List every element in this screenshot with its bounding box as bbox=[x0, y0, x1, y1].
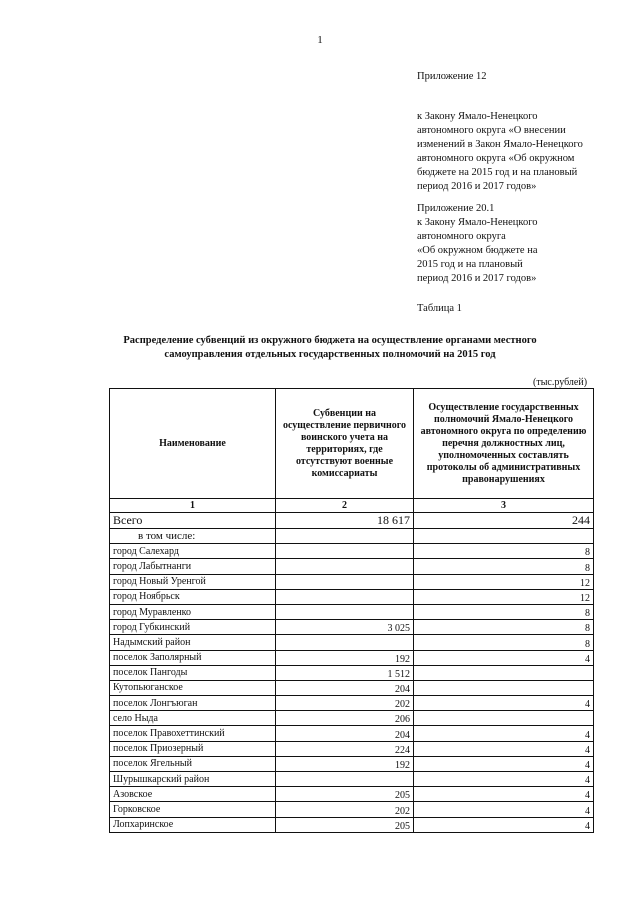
row-c3: 4 bbox=[414, 741, 594, 756]
appendix-12-line: Приложение 12 bbox=[417, 71, 487, 82]
table-row bbox=[110, 635, 594, 650]
row-c2: 204 bbox=[276, 726, 414, 741]
appendix-20-1-line: «Об окружном бюджете на bbox=[417, 245, 538, 256]
row-c2: 205 bbox=[276, 817, 414, 832]
appendix-20-1-line: к Закону Ямало-Ненецкого bbox=[417, 217, 538, 228]
row-c2: 204 bbox=[276, 680, 414, 695]
row-c2: 1 512 bbox=[276, 665, 414, 680]
table-row bbox=[110, 787, 594, 802]
table-row bbox=[110, 574, 594, 589]
row-c3: 8 bbox=[414, 604, 594, 619]
appendix-12-label bbox=[417, 70, 617, 84]
row-c3: 12 bbox=[414, 589, 594, 604]
row-c2 bbox=[276, 772, 414, 787]
law-reference-line: к Закону Ямало-Ненецкого bbox=[417, 111, 538, 122]
row-name: село Ныда bbox=[110, 711, 276, 726]
row-c2: 205 bbox=[276, 787, 414, 802]
row-c3: 8 bbox=[414, 544, 594, 559]
row-name: город Лабытнанги bbox=[110, 559, 276, 574]
row-name: поселок Пангоды bbox=[110, 665, 276, 680]
table-row bbox=[110, 665, 594, 680]
row-c3: 8 bbox=[414, 635, 594, 650]
row-name: Шурышкарский район bbox=[110, 772, 276, 787]
table-row bbox=[110, 756, 594, 771]
table-row bbox=[110, 680, 594, 695]
row-name: город Салехард bbox=[110, 544, 276, 559]
appendix-20-1 bbox=[417, 202, 617, 286]
table-row bbox=[110, 696, 594, 711]
row-name: Азовское bbox=[110, 787, 276, 802]
title-line: Распределение субвенций из окружного бюджета на осуществление органами местного bbox=[123, 335, 537, 346]
table-row bbox=[110, 802, 594, 817]
row-c2: 192 bbox=[276, 650, 414, 665]
row-c2 bbox=[276, 589, 414, 604]
total-c3: 244 bbox=[414, 513, 594, 529]
row-c3: 4 bbox=[414, 817, 594, 832]
row-name: Кутопьюганское bbox=[110, 680, 276, 695]
row-c2 bbox=[276, 544, 414, 559]
appendix-20-1-line: период 2016 и 2017 годов» bbox=[417, 273, 537, 284]
row-c2 bbox=[276, 604, 414, 619]
header-name: Наименование bbox=[110, 389, 276, 499]
table-row bbox=[110, 604, 594, 619]
row-name: город Ноябрьск bbox=[110, 589, 276, 604]
row-c2: 3 025 bbox=[276, 620, 414, 635]
row-c3: 12 bbox=[414, 574, 594, 589]
row-c3: 4 bbox=[414, 802, 594, 817]
subheading: в том числе: bbox=[110, 529, 276, 544]
row-c3: 8 bbox=[414, 620, 594, 635]
law-reference-line: период 2016 и 2017 годов» bbox=[417, 181, 537, 192]
table-row bbox=[110, 711, 594, 726]
subvention-table bbox=[109, 388, 594, 833]
row-c3: 4 bbox=[414, 650, 594, 665]
table-row bbox=[110, 559, 594, 574]
table-row bbox=[110, 741, 594, 756]
row-c3 bbox=[414, 680, 594, 695]
table-label: Таблица 1 bbox=[417, 303, 462, 314]
row-c2: 202 bbox=[276, 696, 414, 711]
appendix-20-1-line: Приложение 20.1 bbox=[417, 203, 495, 214]
row-name: город Муравленко bbox=[110, 604, 276, 619]
table-row bbox=[110, 726, 594, 741]
row-c3: 4 bbox=[414, 696, 594, 711]
row-c2 bbox=[276, 574, 414, 589]
table-row bbox=[110, 650, 594, 665]
row-c2: 192 bbox=[276, 756, 414, 771]
law-reference-line: автономного округа «Об окружном bbox=[417, 153, 575, 164]
row-name: Лопхаринское bbox=[110, 817, 276, 832]
law-reference-line: изменений в Закон Ямало-Ненецкого bbox=[417, 139, 583, 150]
row-c3: 4 bbox=[414, 726, 594, 741]
law-reference-line: автономного округа «О внесении bbox=[417, 125, 566, 136]
row-c3: 8 bbox=[414, 559, 594, 574]
column-number-row bbox=[110, 499, 594, 513]
law-reference bbox=[417, 110, 617, 194]
row-c2: 206 bbox=[276, 711, 414, 726]
column-number: 3 bbox=[414, 499, 594, 513]
subheading-row bbox=[110, 529, 594, 544]
row-c3: 4 bbox=[414, 756, 594, 771]
row-c3 bbox=[414, 711, 594, 726]
row-c2: 224 bbox=[276, 741, 414, 756]
table-row bbox=[110, 620, 594, 635]
column-number: 2 bbox=[276, 499, 414, 513]
appendix-20-1-line: автономного округа bbox=[417, 231, 506, 242]
row-name: Надымский район bbox=[110, 635, 276, 650]
total-name: Всего bbox=[110, 513, 276, 529]
row-c3: 4 bbox=[414, 772, 594, 787]
row-name: поселок Заполярный bbox=[110, 650, 276, 665]
unit-label: (тыс.рублей) bbox=[533, 377, 588, 388]
empty-cell bbox=[414, 529, 594, 544]
row-name: город Новый Уренгой bbox=[110, 574, 276, 589]
row-c2: 202 bbox=[276, 802, 414, 817]
total-c2: 18 617 bbox=[276, 513, 414, 529]
row-name: поселок Лонгъюган bbox=[110, 696, 276, 711]
header-military-registration: Субвенции на осуществление первичного воинского учета на территориях, где отсутствуют военные комиссариаты bbox=[276, 389, 414, 499]
row-name: Горковское bbox=[110, 802, 276, 817]
row-name: поселок Приозерный bbox=[110, 741, 276, 756]
header-state-powers: Осуществление государственных полномочий Ямало-Ненецкого автономного округа по определению перечня должностных лиц, уполномоченных составлять протоколы об административных правонарушениях bbox=[414, 389, 594, 499]
law-reference-line: бюджете на 2015 год и на плановый bbox=[417, 167, 578, 178]
page-number: 1 bbox=[317, 34, 323, 46]
table-row bbox=[110, 772, 594, 787]
empty-cell bbox=[276, 529, 414, 544]
row-c2 bbox=[276, 635, 414, 650]
row-name: поселок Правохеттинский bbox=[110, 726, 276, 741]
document-title bbox=[100, 334, 560, 362]
column-number: 1 bbox=[110, 499, 276, 513]
row-c3 bbox=[414, 665, 594, 680]
table-row bbox=[110, 817, 594, 832]
appendix-20-1-line: 2015 год и на плановый bbox=[417, 259, 523, 270]
row-c3: 4 bbox=[414, 787, 594, 802]
row-c2 bbox=[276, 559, 414, 574]
title-line: самоуправления отдельных государственных полномочий на 2015 год bbox=[164, 349, 496, 360]
row-name: поселок Ягельный bbox=[110, 756, 276, 771]
table-row bbox=[110, 589, 594, 604]
table-row bbox=[110, 544, 594, 559]
row-name: город Губкинский bbox=[110, 620, 276, 635]
total-row bbox=[110, 513, 594, 529]
